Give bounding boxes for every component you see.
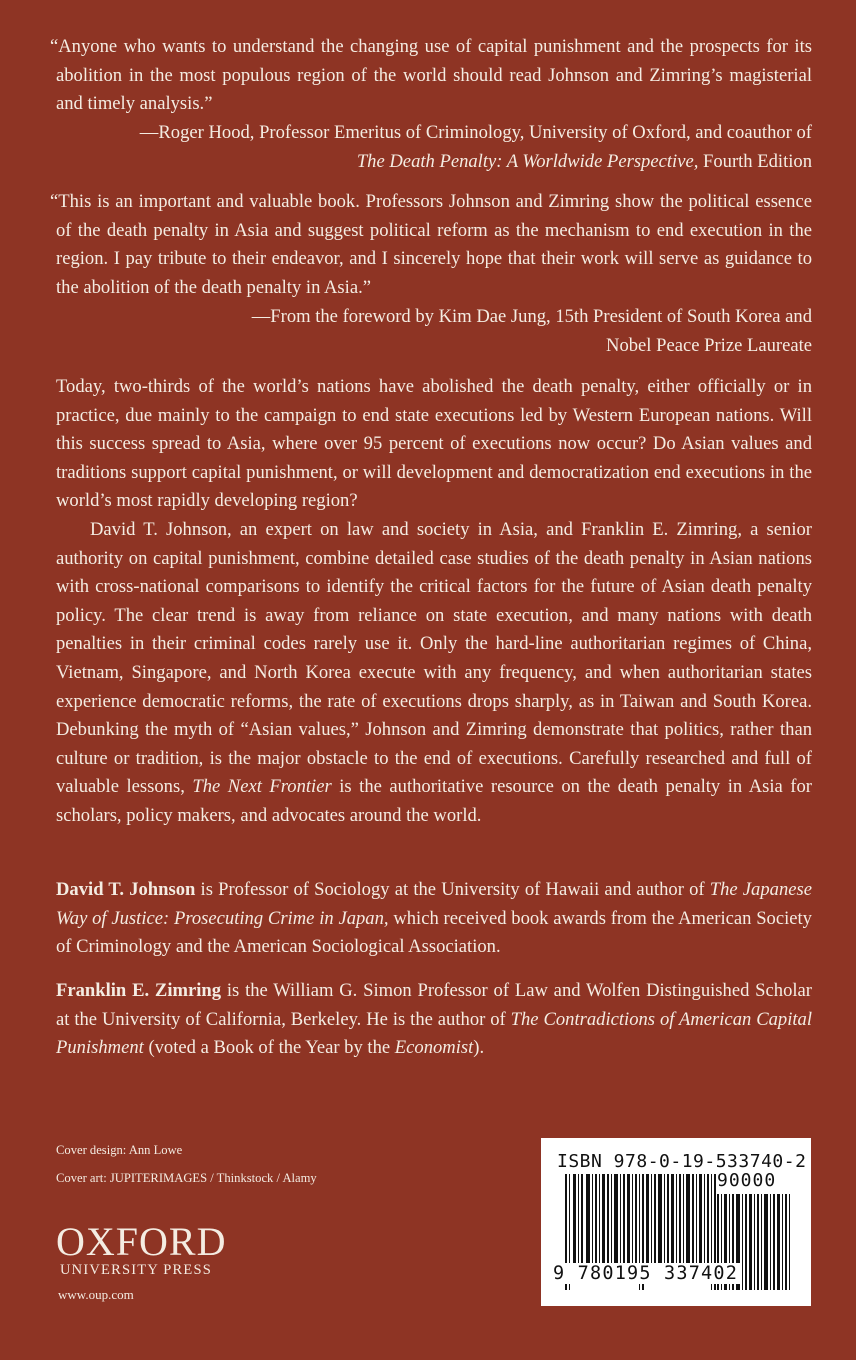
blurb-attribution-2 — [56, 303, 812, 360]
attribution-line: —Roger Hood, Professor Emeritus of Criminology, University of Oxford, and coauthor of — [139, 122, 812, 143]
author-book-title: The Contradictions of American Capital Punishment — [56, 1008, 812, 1059]
author-book-title: The Japanese Way of Justice: Prosecuting Crime in Japan, — [56, 879, 812, 929]
author-bio-johnson — [56, 876, 812, 962]
description-text-end: is the authoritative resource on the death penalty in Asia for scholars, policy makers, and advocates around the world. — [56, 776, 812, 826]
description-text: David T. Johnson, an expert on law and society in Asia, and Franklin E. Zimring, a senior authority on capital punishment, combine detailed case studies of the death penalty in Asian nations with cross-national comparisons to identify the critical factors for the future of Asian death penalty policy. The clear trend is away from reliance on state execution, and many nations with death penalties in their criminal codes rarely use it. Only the hard-line authoritarian regimes of China, Vietnam, Singapore, and North Korea execute with any frequency, and when authoritarian states experience democratic reforms, the rate of executions drops sharply, as in Taiwan and South Korea. Debunking the myth of “Asian values,” Johnson and Zimring demonstrate that politics, rather than culture or tradition, is the major obstacle to the end of executions. Carefully researched and full of valuable lessons, — [56, 519, 812, 798]
attribution-book-line — [56, 148, 812, 177]
attribution-book-title: The Death Penalty: A Worldwide Perspective, — [356, 150, 699, 172]
publisher-subtitle: UNIVERSITY PRESS — [60, 1262, 213, 1278]
bio-text-mid: (voted a Book of the Year by the — [143, 1037, 395, 1059]
author-name: Franklin E. Zimring — [56, 980, 222, 1001]
isbn-text: ISBN 978-0-19-533740-2 — [557, 1151, 807, 1172]
cover-design-credit: Cover design: Ann Lowe — [56, 1143, 183, 1157]
cover-art-credit: Cover art: JUPITERIMAGES / Thinkstock / Alamy — [56, 1171, 317, 1185]
attribution-line: Nobel Peace Prize Laureate — [606, 334, 812, 356]
bio-text: is Professor of Sociology at the University of Hawaii and author of — [195, 879, 710, 900]
publisher-url[interactable]: www.oup.com — [58, 1287, 134, 1302]
attribution-line: —From the foreword by Kim Dae Jung, 15th President of South Korea and — [251, 306, 812, 327]
author-bio-zimring — [56, 977, 812, 1063]
publisher-logo: OXFORD — [56, 1219, 227, 1264]
blurb-attribution-1 — [56, 119, 812, 176]
isbn-barcode — [541, 1138, 811, 1306]
bio-text-end: ). — [473, 1037, 485, 1059]
magazine-title: Economist — [394, 1037, 474, 1059]
book-title: The Next Frontier — [192, 776, 332, 798]
blurb-quote-1: “Anyone who wants to understand the changing use of capital punishment and the prospects for its abolition in the most populous region of the world should read Johnson and Zimring’s magisterial and timely analysis.” — [50, 36, 812, 115]
bio-text: is the William G. Simon Professor of Law and Wolfen Distinguished Scholar at the University of California, Berkeley. He is the author of — [56, 980, 812, 1030]
description-paragraph-1: Today, two-thirds of the world’s nations have abolished the death penalty, either officially or in practice, due mainly to the campaign to end state executions led by Western European nations. Will this success spread to Asia, where over 95 percent of executions now occur? Do Asian values and traditions support capital punishment, or will development and democratization end executions in the world’s most rapidly developing region? — [56, 376, 812, 512]
author-name: David T. Johnson — [56, 879, 196, 900]
blurb-quote-2: “This is an important and valuable book. Professors Johnson and Zimring show the political essence of the death penalty in Asia and suggest political reform as the mechanism to end execution in the region. I pay tribute to their endeavor, and I sincerely hope that their work will serve as guidance to the abolition of the death penalty in Asia.” — [50, 191, 812, 298]
attribution-edition: Fourth Edition — [698, 150, 812, 172]
description-paragraph-2 — [56, 516, 812, 831]
price-code: 90000 — [717, 1170, 777, 1191]
bio-text-end: which received book awards from the American Society of Criminology and the American Sociological Association. — [56, 907, 812, 958]
barcode-digits: 9 780195 337402 — [553, 1263, 739, 1284]
